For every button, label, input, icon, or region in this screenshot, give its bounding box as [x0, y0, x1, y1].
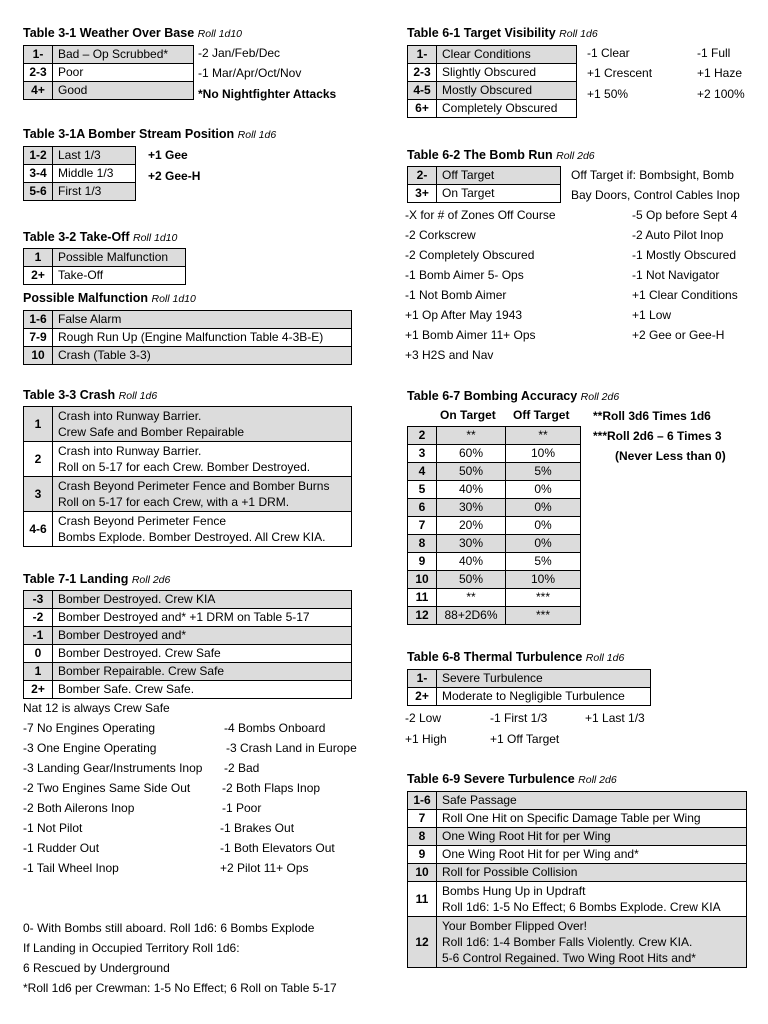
roll-key: 4-5 [408, 82, 437, 100]
modifier-text: -2 Low [405, 711, 442, 725]
result-cell: On Target [437, 185, 561, 203]
table-3-1a-title [23, 126, 276, 143]
table-row [408, 571, 581, 589]
table-row [24, 627, 352, 645]
off-target-cell: 0% [506, 517, 581, 535]
off-target-cell: 10% [506, 445, 581, 463]
table-6-8-title [407, 649, 624, 666]
roll-key: 2+ [408, 688, 437, 706]
roll-key: -2 [24, 609, 53, 627]
result-line: Your Bomber Flipped Over! [442, 919, 587, 933]
roll-key: 8 [408, 828, 437, 846]
modifier-text: +2 100% [697, 87, 745, 101]
table-3-1-title [23, 25, 242, 42]
modifier-text: +1 Op After May 1943 [405, 308, 523, 322]
roll-key: 1-6 [408, 792, 437, 810]
table-3-3 [23, 406, 352, 547]
roll-key: 10 [408, 571, 437, 589]
table-row [408, 828, 747, 846]
roll-key: 4 [408, 463, 437, 481]
roll-key: 2 [408, 427, 437, 445]
possible-malfunction-title [23, 290, 196, 307]
table-row [24, 329, 352, 347]
title-text: Table 3-2 Take-Off [23, 230, 130, 244]
roll-key: 1-6 [24, 311, 53, 329]
result-line: Crash Beyond Perimeter Fence and Bomber Burns [58, 479, 330, 493]
modifier-text: -3 One Engine Operating [23, 741, 157, 755]
result-cell: Middle 1/3 [53, 165, 136, 183]
result-cell: Severe Turbulence [437, 670, 651, 688]
roll-text: Roll 1d6 [118, 390, 158, 402]
modifier-text: -1 First 1/3 [490, 711, 548, 725]
roll-key: 6+ [408, 100, 437, 118]
note-text: Off Target if: Bombsight, Bomb [571, 168, 734, 182]
title-text: Table 3-1A Bomber Stream Position [23, 127, 235, 141]
table-6-9 [407, 791, 747, 968]
modifier-text: -1 Poor [222, 801, 262, 815]
roll-key: 1- [408, 670, 437, 688]
table-6-7 [407, 426, 581, 625]
modifier-text: -1 Rudder Out [23, 841, 100, 855]
roll-key: -3 [24, 591, 53, 609]
modifier-text: +1 Crescent [587, 66, 653, 80]
table-row [24, 64, 194, 82]
roll-key: 9 [408, 553, 437, 571]
on-target-cell: 50% [437, 571, 506, 589]
table-row [408, 463, 581, 481]
table-row [24, 442, 352, 477]
roll-text: Roll 1d10 [133, 232, 178, 244]
roll-key: 7 [408, 517, 437, 535]
table-6-2 [407, 166, 561, 203]
on-target-cell: 88+2D6% [437, 607, 506, 625]
modifier-text: -1 Clear [587, 46, 630, 60]
table-row [408, 810, 747, 828]
modifier-text: +1 50% [587, 87, 629, 101]
on-target-cell: ** [437, 427, 506, 445]
roll-key: 3 [24, 477, 53, 512]
roll-key: 5-6 [24, 183, 53, 201]
table-row [408, 670, 651, 688]
table-3-2-title [23, 229, 177, 246]
table-row [24, 663, 352, 681]
table-row [24, 407, 352, 442]
title-text: Table 6-7 Bombing Accuracy [407, 389, 578, 403]
footer-text: If Landing in Occupied Territory Roll 1d6: [23, 941, 240, 955]
result-cell: Take-Off [53, 267, 186, 285]
title-text: Table 6-9 Severe Turbulence [407, 772, 575, 786]
footnote-text: **Roll 3d6 Times 1d6 [593, 409, 711, 423]
modifier-text: +3 H2S and Nav [405, 348, 494, 362]
modifier-text: -1 Not Navigator [632, 268, 720, 282]
modifier-text: -2 Auto Pilot Inop [632, 228, 724, 242]
footnote-text: (Never Less than 0) [615, 449, 726, 463]
result-cell [53, 407, 352, 442]
modifier-text: +1 High [405, 732, 447, 746]
result-cell [53, 512, 352, 547]
table-3-1 [23, 45, 194, 100]
table-row [408, 589, 581, 607]
result-cell: Possible Malfunction [53, 249, 186, 267]
table-7-1 [23, 590, 352, 699]
table-row [24, 609, 352, 627]
roll-key: 2 [24, 442, 53, 477]
footnote-text: *No Nightfighter Attacks [198, 87, 337, 101]
modifier-text: +2 Pilot 11+ Ops [220, 861, 309, 875]
on-target-cell: 40% [437, 553, 506, 571]
table-row [24, 147, 136, 165]
roll-key: 11 [408, 589, 437, 607]
roll-key: 9 [408, 846, 437, 864]
roll-text: Roll 1d6 [585, 652, 625, 664]
roll-key: 1 [24, 249, 53, 267]
modifier-text: +1 Last 1/3 [585, 711, 645, 725]
roll-key: 1 [24, 663, 53, 681]
column-header-off-target: Off Target [513, 408, 570, 422]
roll-text: Roll 2d6 [131, 574, 171, 586]
table-row [408, 46, 577, 64]
roll-key: 3 [408, 445, 437, 463]
off-target-cell: *** [506, 607, 581, 625]
table-row [408, 688, 651, 706]
table-row [24, 82, 194, 100]
modifier-text: +2 Gee-H [148, 169, 201, 183]
result-line: Crash Beyond Perimeter Fence [58, 514, 227, 528]
roll-key: 5 [408, 481, 437, 499]
table-row [408, 846, 747, 864]
roll-key: 2+ [24, 267, 53, 285]
table-row [408, 535, 581, 553]
result-cell: Moderate to Negligible Turbulence [437, 688, 651, 706]
roll-key: 2- [408, 167, 437, 185]
title-text: Possible Malfunction [23, 291, 149, 305]
column-header-on-target: On Target [440, 408, 496, 422]
roll-text: Roll 2d6 [580, 391, 620, 403]
note-text: Bay Doors, Control Cables Inop [571, 188, 740, 202]
table-row [408, 167, 561, 185]
table-6-9-title [407, 771, 617, 788]
modifier-text: +1 Bomb Aimer 11+ Ops [405, 328, 536, 342]
roll-key: 2+ [24, 681, 53, 699]
table-row [408, 499, 581, 517]
table-row [408, 917, 747, 968]
roll-text: Roll 1d10 [197, 28, 243, 40]
table-row [24, 311, 352, 329]
title-text: Table 7-1 Landing [23, 572, 129, 586]
modifier-text: -2 Both Ailerons Inop [23, 801, 135, 815]
result-line: Crew Safe and Bomber Repairable [58, 425, 245, 439]
on-target-cell: 30% [437, 535, 506, 553]
result-line: Bombs Hung Up in Updraft [442, 884, 586, 898]
footer-text: *Roll 1d6 per Crewman: 1-5 No Effect; 6 Roll on Table 5-17 [23, 981, 337, 995]
table-3-3-title [23, 387, 157, 404]
roll-key: 8 [408, 535, 437, 553]
roll-key: 10 [24, 347, 53, 365]
modifier-text: -1 Full [697, 46, 731, 60]
result-cell [53, 477, 352, 512]
result-line: Roll on 5-17 for each Crew. Bomber Destroyed. [58, 460, 311, 474]
result-line: Crash into Runway Barrier. [58, 444, 202, 458]
table-row [408, 607, 581, 625]
modifier-text: -1 Mostly Obscured [632, 248, 737, 262]
footnote-text: ***Roll 2d6 – 6 Times 3 [593, 429, 722, 443]
note-text: Nat 12 is always Crew Safe [23, 701, 170, 715]
table-row [24, 249, 186, 267]
result-cell: First 1/3 [53, 183, 136, 201]
modifier-text: -1 Brakes Out [220, 821, 295, 835]
table-row [408, 100, 577, 118]
result-cell: Bomber Destroyed. Crew Safe [53, 645, 352, 663]
table-6-8 [407, 669, 651, 706]
result-cell: Rough Run Up (Engine Malfunction Table 4-3B-E) [53, 329, 352, 347]
roll-key: 10 [408, 864, 437, 882]
result-cell [53, 442, 352, 477]
modifier-text: +1 Gee [148, 148, 188, 162]
table-row [24, 512, 352, 547]
modifier-text: -1 Mar/Apr/Oct/Nov [198, 66, 302, 80]
table-6-1-title [407, 25, 598, 42]
table-row [408, 427, 581, 445]
roll-key: 3+ [408, 185, 437, 203]
table-row [408, 553, 581, 571]
roll-key: 4-6 [24, 512, 53, 547]
table-row [24, 46, 194, 64]
roll-key: 2-3 [24, 64, 53, 82]
roll-key: -1 [24, 627, 53, 645]
off-target-cell: 10% [506, 571, 581, 589]
table-row [408, 882, 747, 917]
roll-key: 12 [408, 917, 437, 968]
modifier-text: +1 Haze [697, 66, 743, 80]
roll-text: Roll 2d6 [578, 774, 617, 786]
roll-text: Roll 1d6 [237, 129, 277, 141]
title-text: Table 3-1 Weather Over Base [23, 26, 195, 40]
table-row [408, 445, 581, 463]
roll-key: 1- [408, 46, 437, 64]
roll-text: Roll 1d10 [151, 293, 196, 305]
on-target-cell: 30% [437, 499, 506, 517]
off-target-cell: *** [506, 589, 581, 607]
table-3-2 [23, 248, 186, 285]
modifier-text: -2 Both Flaps Inop [222, 781, 321, 795]
result-cell: Bomber Safe. Crew Safe. [53, 681, 352, 699]
modifier-text: -7 No Engines Operating [23, 721, 156, 735]
modifier-text: +1 Low [632, 308, 672, 322]
roll-key: 12 [408, 607, 437, 625]
off-target-cell: 0% [506, 535, 581, 553]
possible-malfunction-table [23, 310, 352, 365]
table-row [408, 481, 581, 499]
table-row [24, 591, 352, 609]
result-cell: Clear Conditions [437, 46, 577, 64]
result-line: Roll 1d6: 1-4 Bomber Falls Violently. Crew KIA. [442, 935, 693, 949]
table-row [408, 64, 577, 82]
result-line: Bombs Explode. Bomber Destroyed. All Crew KIA. [58, 530, 326, 544]
modifier-text: -3 Landing Gear/Instruments Inop [23, 761, 203, 775]
on-target-cell: 60% [437, 445, 506, 463]
title-text: Table 6-2 The Bomb Run [407, 148, 553, 162]
modifier-text: -2 Bad [224, 761, 260, 775]
on-target-cell: ** [437, 589, 506, 607]
roll-key: 0 [24, 645, 53, 663]
result-line: 5-6 Control Regained. Two Wing Root Hits and* [442, 951, 696, 965]
table-3-1a [23, 146, 136, 201]
modifier-text: -1 Tail Wheel Inop [23, 861, 119, 875]
off-target-cell: 5% [506, 553, 581, 571]
modifier-text: +1 Clear Conditions [632, 288, 738, 302]
modifier-text: -3 Crash Land in Europe [226, 741, 357, 755]
table-row [408, 82, 577, 100]
footer-text: 0- With Bombs still aboard. Roll 1d6: 6 Bombs Explode [23, 921, 315, 935]
result-cell: Roll for Possible Collision [437, 864, 747, 882]
table-row [24, 267, 186, 285]
result-line: Roll on 5-17 for each Crew, with a +1 DRM. [58, 495, 290, 509]
table-7-1-title [23, 571, 170, 588]
on-target-cell: 40% [437, 481, 506, 499]
table-row [408, 864, 747, 882]
table-6-1 [407, 45, 577, 118]
result-line: Roll 1d6: 1-5 No Effect; 6 Bombs Explode. Crew KIA [442, 900, 721, 914]
result-cell: Poor [53, 64, 194, 82]
modifier-text: -5 Op before Sept 4 [632, 208, 738, 222]
result-cell: Bomber Destroyed and* [53, 627, 352, 645]
title-text: Table 6-1 Target Visibility [407, 26, 556, 40]
roll-key: 6 [408, 499, 437, 517]
result-cell: Completely Obscured [437, 100, 577, 118]
result-cell: Good [53, 82, 194, 100]
modifier-text: -2 Two Engines Same Side Out [23, 781, 191, 795]
table-row [24, 645, 352, 663]
table-row [408, 792, 747, 810]
on-target-cell: 50% [437, 463, 506, 481]
table-row [24, 165, 136, 183]
roll-key: 1-2 [24, 147, 53, 165]
roll-key: 2-3 [408, 64, 437, 82]
modifier-text: -1 Not Pilot [23, 821, 83, 835]
roll-key: 1- [24, 46, 53, 64]
roll-text: Roll 1d6 [559, 28, 598, 40]
title-text: Table 6-8 Thermal Turbulence [407, 650, 583, 664]
off-target-cell: ** [506, 427, 581, 445]
modifier-text: -1 Not Bomb Aimer [405, 288, 507, 302]
roll-key: 7-9 [24, 329, 53, 347]
modifier-text: -2 Corkscrew [405, 228, 476, 242]
result-cell: One Wing Root Hit for per Wing [437, 828, 747, 846]
roll-text: Roll 2d6 [556, 150, 595, 162]
table-row [24, 477, 352, 512]
table-row [408, 517, 581, 535]
table-6-7-title [407, 388, 619, 405]
off-target-cell: 0% [506, 481, 581, 499]
result-cell: Off Target [437, 167, 561, 185]
roll-key: 4+ [24, 82, 53, 100]
title-text: Table 3-3 Crash [23, 388, 116, 402]
table-row [24, 347, 352, 365]
modifier-text: -1 Bomb Aimer 5- Ops [405, 268, 524, 282]
roll-key: 7 [408, 810, 437, 828]
table-row [408, 185, 561, 203]
off-target-cell: 0% [506, 499, 581, 517]
roll-key: 11 [408, 882, 437, 917]
table-6-2-title [407, 147, 595, 164]
roll-key: 1 [24, 407, 53, 442]
result-cell [437, 882, 747, 917]
modifier-text: +1 Off Target [490, 732, 560, 746]
result-cell: False Alarm [53, 311, 352, 329]
off-target-cell: 5% [506, 463, 581, 481]
modifier-text: -2 Jan/Feb/Dec [198, 46, 281, 60]
roll-key: 3-4 [24, 165, 53, 183]
result-cell: Bomber Repairable. Crew Safe [53, 663, 352, 681]
result-cell: Bad – Op Scrubbed* [53, 46, 194, 64]
modifier-text: -2 Completely Obscured [405, 248, 535, 262]
result-cell: Slightly Obscured [437, 64, 577, 82]
result-cell: Last 1/3 [53, 147, 136, 165]
result-cell: Bomber Destroyed. Crew KIA [53, 591, 352, 609]
result-cell: One Wing Root Hit for per Wing and* [437, 846, 747, 864]
modifier-text: +2 Gee or Gee-H [632, 328, 725, 342]
result-cell [437, 917, 747, 968]
modifier-text: -4 Bombs Onboard [224, 721, 326, 735]
modifier-text: -X for # of Zones Off Course [405, 208, 556, 222]
modifier-text: -1 Both Elevators Out [220, 841, 335, 855]
footer-text: 6 Rescued by Underground [23, 961, 170, 975]
result-cell: Safe Passage [437, 792, 747, 810]
table-row [24, 681, 352, 699]
result-cell: Crash (Table 3-3) [53, 347, 352, 365]
table-row [24, 183, 136, 201]
result-cell: Roll One Hit on Specific Damage Table per Wing [437, 810, 747, 828]
result-cell: Mostly Obscured [437, 82, 577, 100]
result-line: Crash into Runway Barrier. [58, 409, 202, 423]
on-target-cell: 20% [437, 517, 506, 535]
result-cell: Bomber Destroyed and* +1 DRM on Table 5-17 [53, 609, 352, 627]
